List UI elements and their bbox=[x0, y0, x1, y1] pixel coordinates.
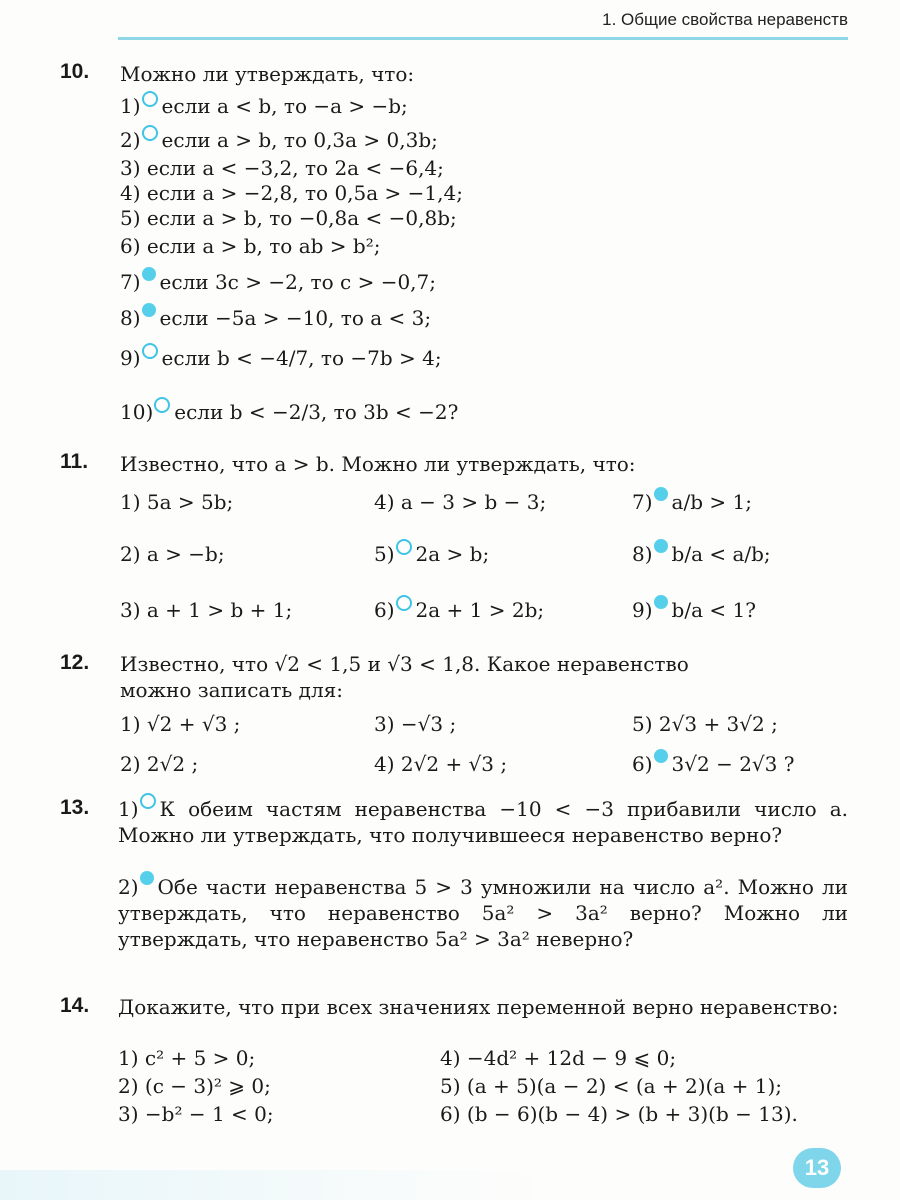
item-text: 5a > 5b; bbox=[146, 490, 234, 514]
item-text: если a < −3,2, то 2a < −6,4; bbox=[146, 156, 444, 180]
task-14-question: Докажите, что при всех значениях переменной верно неравенство: bbox=[118, 995, 839, 1019]
item-text: √2 + √3 ; bbox=[146, 712, 241, 736]
exercise-item bbox=[374, 490, 546, 514]
item-text: если b < −4/7, то −7b > 4; bbox=[161, 346, 442, 370]
task-13-part-2 bbox=[118, 874, 848, 952]
item-text: если a > b, то ab > b²; bbox=[146, 234, 381, 258]
exercise-item bbox=[118, 1102, 274, 1126]
item-label: 3) bbox=[120, 156, 141, 180]
item-text: если a > b, то −0,8a < −0,8b; bbox=[146, 206, 457, 230]
exercise-item bbox=[120, 156, 444, 180]
exercise-item bbox=[120, 206, 457, 230]
task-13-part-2-label: 2) bbox=[118, 875, 139, 899]
exercise-item bbox=[120, 752, 198, 776]
exercise-item bbox=[632, 490, 752, 514]
hollow-circle-icon bbox=[154, 397, 170, 413]
item-label: 9) bbox=[120, 346, 141, 370]
item-label: 2) bbox=[118, 1074, 139, 1098]
item-label: 4) bbox=[440, 1046, 461, 1070]
item-text: если a > −2,8, то 0,5a > −1,4; bbox=[146, 181, 463, 205]
exercise-item bbox=[632, 542, 771, 566]
item-label: 8) bbox=[120, 306, 141, 330]
task-13-part-1-label: 1) bbox=[118, 797, 139, 821]
exercise-item bbox=[120, 128, 438, 152]
hollow-circle-icon bbox=[140, 793, 156, 809]
item-text: если −5a > −10, то a < 3; bbox=[159, 306, 432, 330]
item-label: 1) bbox=[120, 94, 141, 118]
item-text: (b − 6)(b − 4) > (b + 3)(b − 13). bbox=[466, 1102, 798, 1126]
item-label: 6) bbox=[440, 1102, 461, 1126]
item-label: 6) bbox=[374, 598, 395, 622]
item-text: 3√2 − 2√3 ? bbox=[671, 752, 795, 776]
exercise-item bbox=[632, 712, 778, 736]
item-label: 1) bbox=[118, 1046, 139, 1070]
task-12-number: 12. bbox=[60, 651, 90, 674]
exercise-item bbox=[120, 542, 225, 566]
page-number-badge: 13 bbox=[793, 1148, 841, 1188]
item-text: a > −b; bbox=[146, 542, 225, 566]
item-text: (a + 5)(a − 2) < (a + 2)(a + 1); bbox=[466, 1074, 783, 1098]
item-label: 1) bbox=[120, 712, 141, 736]
item-label: 3) bbox=[118, 1102, 139, 1126]
item-text: −b² − 1 < 0; bbox=[144, 1102, 274, 1126]
item-text: −√3 ; bbox=[400, 712, 457, 736]
item-label: 2) bbox=[120, 128, 141, 152]
item-label: 2) bbox=[120, 542, 141, 566]
item-label: 4) bbox=[374, 752, 395, 776]
item-label: 5) bbox=[120, 206, 141, 230]
hollow-circle-icon bbox=[142, 343, 158, 359]
task-12-question-line1: Известно, что √2 < 1,5 и √3 < 1,8. Какое неравенство bbox=[120, 652, 689, 676]
hollow-circle-icon bbox=[142, 91, 158, 107]
exercise-item bbox=[120, 270, 436, 294]
item-label: 7) bbox=[120, 270, 141, 294]
hollow-circle-icon bbox=[396, 539, 412, 555]
exercise-item bbox=[120, 181, 463, 205]
item-text: 2√3 + 3√2 ; bbox=[658, 712, 778, 736]
filled-circle-icon bbox=[140, 871, 154, 885]
item-text: если a < b, то −a > −b; bbox=[161, 94, 408, 118]
exercise-item bbox=[632, 752, 794, 776]
filled-circle-icon bbox=[142, 267, 156, 281]
exercise-item bbox=[374, 598, 544, 622]
task-13-part-2-text: Обе части неравенства 5 > 3 умножили на число a². Можно ли утверждать, что неравенство 5a² > 3a² верно? Можно ли утверждать, что неравенство 5a² > 3a² неверно? bbox=[118, 875, 848, 951]
exercise-item bbox=[374, 542, 489, 566]
item-label: 10) bbox=[120, 400, 154, 424]
page-header bbox=[0, 0, 900, 44]
item-label: 2) bbox=[120, 752, 141, 776]
item-label: 3) bbox=[120, 598, 141, 622]
task-13-part-1-text: К обеим частям неравенства −10 < −3 прибавили число a. Можно ли утверждать, что получившееся неравенство верно? bbox=[118, 797, 848, 847]
exercise-item bbox=[440, 1074, 782, 1098]
hollow-circle-icon bbox=[142, 125, 158, 141]
exercise-item bbox=[374, 752, 507, 776]
task-10-question: Можно ли утверждать, что: bbox=[120, 62, 415, 86]
exercise-item bbox=[118, 1074, 271, 1098]
task-10-number: 10. bbox=[60, 60, 90, 83]
item-text: если 3c > −2, то c > −0,7; bbox=[159, 270, 436, 294]
item-text: b/a < 1? bbox=[671, 598, 756, 622]
exercise-item bbox=[120, 598, 292, 622]
item-text: 2a + 1 > 2b; bbox=[415, 598, 545, 622]
exercise-item bbox=[120, 94, 408, 118]
item-text: 2√2 + √3 ; bbox=[400, 752, 508, 776]
exercise-item bbox=[120, 306, 431, 330]
task-14-number: 14. bbox=[60, 994, 90, 1017]
exercise-item bbox=[120, 712, 240, 736]
item-label: 7) bbox=[632, 490, 653, 514]
exercise-item bbox=[120, 400, 458, 424]
item-text: 2√2 ; bbox=[146, 752, 199, 776]
exercise-item bbox=[120, 234, 380, 258]
bottom-decor-band bbox=[0, 1170, 900, 1200]
task-13-part-1 bbox=[118, 796, 848, 848]
item-text: c² + 5 > 0; bbox=[144, 1046, 256, 1070]
header-rule bbox=[118, 37, 848, 40]
exercise-item bbox=[118, 1046, 255, 1070]
item-text: a − 3 > b − 3; bbox=[400, 490, 547, 514]
item-text: b/a < a/b; bbox=[671, 542, 771, 566]
item-label: 1) bbox=[120, 490, 141, 514]
section-title: 1. Общие свойства неравенств bbox=[602, 10, 848, 29]
filled-circle-icon bbox=[654, 487, 668, 501]
item-label: 5) bbox=[440, 1074, 461, 1098]
item-text: если b < −2/3, то 3b < −2? bbox=[174, 400, 459, 424]
item-text: 2a > b; bbox=[415, 542, 490, 566]
item-label: 5) bbox=[632, 712, 653, 736]
task-13-number: 13. bbox=[60, 796, 90, 819]
hollow-circle-icon bbox=[396, 595, 412, 611]
item-label: 3) bbox=[374, 712, 395, 736]
item-label: 4) bbox=[120, 181, 141, 205]
item-label: 6) bbox=[632, 752, 653, 776]
item-label: 6) bbox=[120, 234, 141, 258]
filled-circle-icon bbox=[654, 749, 668, 763]
filled-circle-icon bbox=[654, 539, 668, 553]
exercise-item bbox=[374, 712, 456, 736]
task-11-number: 11. bbox=[60, 450, 89, 473]
exercise-item bbox=[120, 490, 233, 514]
item-text: если a > b, то 0,3a > 0,3b; bbox=[161, 128, 438, 152]
item-text: (c − 3)² ⩾ 0; bbox=[144, 1074, 271, 1098]
item-text: −4d² + 12d − 9 ⩽ 0; bbox=[466, 1046, 677, 1070]
filled-circle-icon bbox=[142, 303, 156, 317]
item-label: 8) bbox=[632, 542, 653, 566]
exercise-item bbox=[120, 346, 442, 370]
exercise-item bbox=[632, 598, 756, 622]
item-text: a/b > 1; bbox=[671, 490, 752, 514]
task-12-question-line2: можно записать для: bbox=[120, 678, 344, 702]
item-text: a + 1 > b + 1; bbox=[146, 598, 293, 622]
item-label: 4) bbox=[374, 490, 395, 514]
item-label: 5) bbox=[374, 542, 395, 566]
task-11-question: Известно, что a > b. Можно ли утверждать, что: bbox=[120, 452, 636, 476]
exercise-item bbox=[440, 1102, 798, 1126]
item-label: 9) bbox=[632, 598, 653, 622]
exercise-item bbox=[440, 1046, 676, 1070]
filled-circle-icon bbox=[654, 595, 668, 609]
